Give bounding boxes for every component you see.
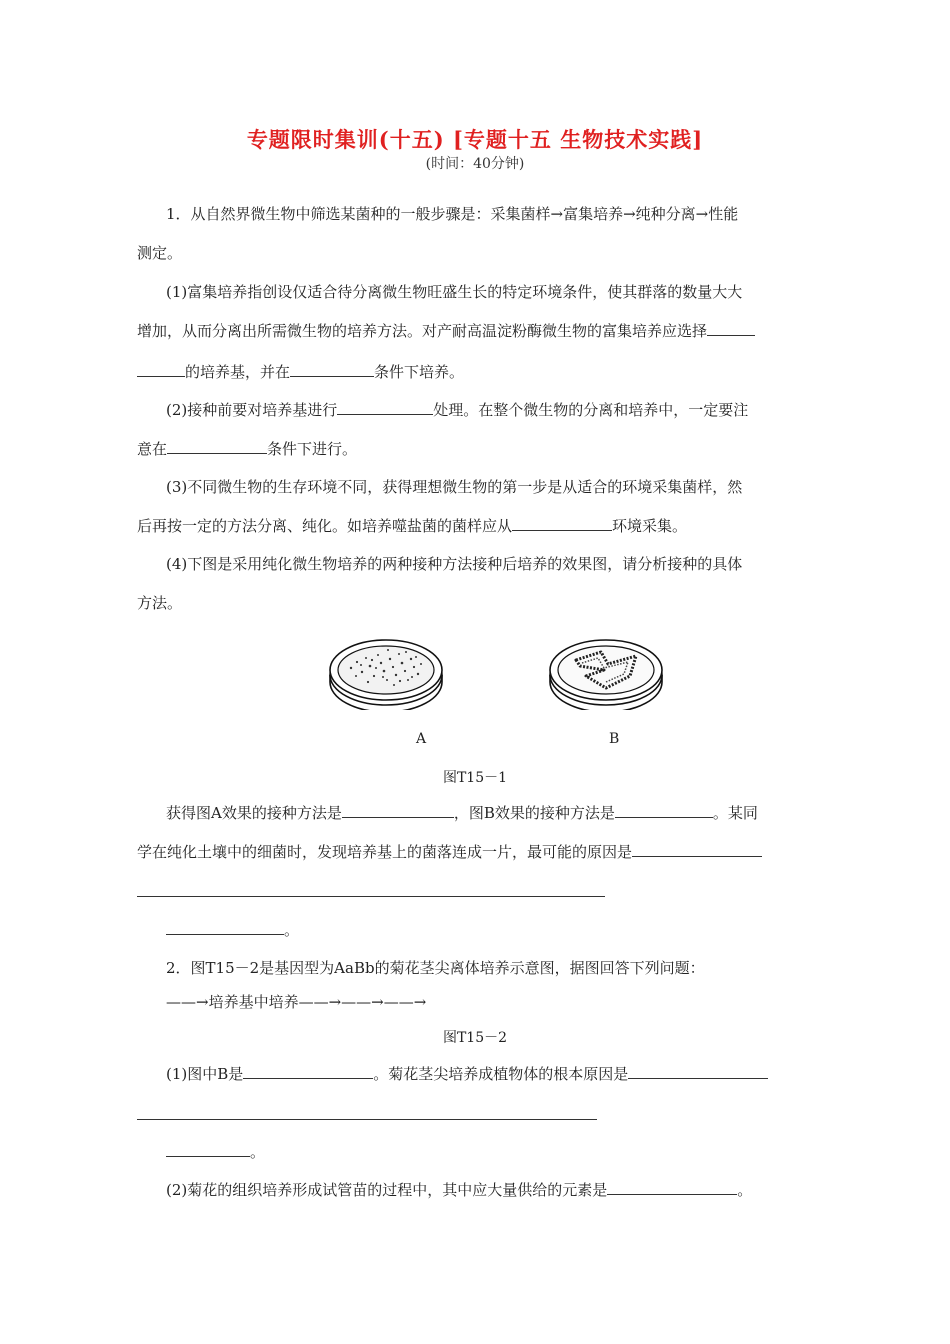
q2-part1-line1-a: (1)图中B是 — [166, 1065, 244, 1083]
figure-t15-2-caption: 图T15－2 — [442, 1030, 508, 1046]
answer-blank[interactable] — [632, 842, 762, 857]
q1-part5-line1-c: 。某同 — [712, 804, 758, 822]
q1-stem-line2: 测定。 — [137, 244, 183, 262]
figure-label-a: A — [416, 731, 427, 747]
q1-stem-line1: 1．从自然界微生物中筛选某菌种的一般步骤是：采集菌样→富集培养→纯种分离→性能 — [166, 205, 739, 223]
q1-part2-line2-a: 意在 — [137, 440, 168, 458]
time-subtitle: (时间：40分钟) — [425, 156, 525, 172]
q1-part1-line3-a: 的培养基，并在 — [185, 363, 291, 381]
q1-part5-line3 — [166, 919, 299, 940]
q1-part3-line2-a: 后再按一定的方法分离、纯化。如培养噬盐菌的菌样应从 — [137, 517, 513, 535]
answer-blank[interactable] — [243, 1064, 373, 1079]
q2-part1-line1-b: 。菊花茎尖培养成植物体的根本原因是 — [373, 1065, 629, 1083]
q1-part5-line2-text: 学在纯化土壤中的细菌时，发现培养基上的菌落连成一片，最可能的原因是 — [137, 843, 633, 861]
q1-part1-line1: (1)富集培养指创设仅适合待分离微生物旺盛生长的特定环境条件，使其群落的数量大大 — [166, 283, 743, 301]
answer-blank[interactable] — [342, 803, 454, 818]
q1-part3-line1: (3)不同微生物的生存环境不同，获得理想微生物的第一步是从适合的环境采集菌样，然 — [166, 478, 743, 496]
page-title: 专题限时集训(十五) [专题十五 生物技术实践] — [246, 127, 704, 152]
answer-blank[interactable] — [615, 803, 713, 818]
q1-part1-line2 — [137, 320, 755, 341]
q1-part2-line1-b: 处理。在整个微生物的分离和培养中，一定要注 — [433, 401, 749, 419]
answer-blank[interactable] — [137, 362, 185, 377]
q2-part2-end: 。 — [737, 1181, 753, 1199]
q2-part1-line1 — [166, 1063, 768, 1084]
q1-part1-line3-b: 条件下培养。 — [374, 363, 465, 381]
answer-line[interactable] — [137, 1119, 597, 1120]
q2-part1-end: 。 — [250, 1143, 266, 1161]
q1-part1-line2-text: 增加，从而分离出所需微生物的培养方法。对产耐高温淀粉酶微生物的富集培养应选择 — [137, 322, 708, 340]
answer-blank[interactable] — [290, 362, 374, 377]
q1-part5-end: 。 — [284, 921, 300, 939]
q1-part4-line2: 方法。 — [137, 594, 183, 612]
figure-label-b: B — [609, 731, 620, 747]
q1-part5-line1 — [166, 802, 758, 823]
petri-dish-b-illustration — [546, 630, 666, 710]
q1-part5-line1-b: ，图B效果的接种方法是 — [453, 804, 615, 822]
q1-part2-line2-b: 条件下进行。 — [267, 440, 358, 458]
answer-blank[interactable] — [166, 920, 284, 935]
answer-blank[interactable] — [628, 1064, 768, 1079]
q1-part2-line2 — [137, 438, 357, 459]
q2-part2-line1-a: (2)菊花的组织培养形成试管苗的过程中，其中应大量供给的元素是 — [166, 1181, 608, 1199]
answer-line[interactable] — [137, 896, 605, 897]
q2-part2-line1 — [166, 1179, 752, 1200]
answer-blank[interactable] — [167, 439, 267, 454]
q2-flow-diagram: ——→培养基中培养——→——→——→ — [166, 993, 427, 1011]
petri-dish-a-illustration — [326, 630, 446, 710]
q1-part2-line1-a: (2)接种前要对培养基进行 — [166, 401, 338, 419]
answer-blank[interactable] — [337, 400, 433, 415]
q1-part2-line1 — [166, 399, 748, 420]
answer-blank[interactable] — [707, 321, 755, 336]
answer-blank[interactable] — [166, 1142, 250, 1157]
q2-part1-line3 — [166, 1141, 265, 1162]
answer-blank[interactable] — [512, 516, 612, 531]
q1-part5-line1-a: 获得图A效果的接种方法是 — [166, 804, 342, 822]
q1-part4-line1: (4)下图是采用纯化微生物培养的两种接种方法接种后培养的效果图，请分析接种的具体 — [166, 555, 743, 573]
figure-t15-1-caption: 图T15－1 — [442, 770, 508, 786]
answer-blank[interactable] — [607, 1180, 737, 1195]
q1-part3-line2 — [137, 515, 687, 536]
q2-stem: 2．图T15－2是基因型为AaBb的菊花茎尖离体培养示意图，据图回答下列问题： — [166, 959, 705, 977]
q1-part5-line2 — [137, 841, 762, 862]
q1-part1-line3 — [137, 361, 464, 382]
q1-part3-line2-b: 环境采集。 — [612, 517, 688, 535]
